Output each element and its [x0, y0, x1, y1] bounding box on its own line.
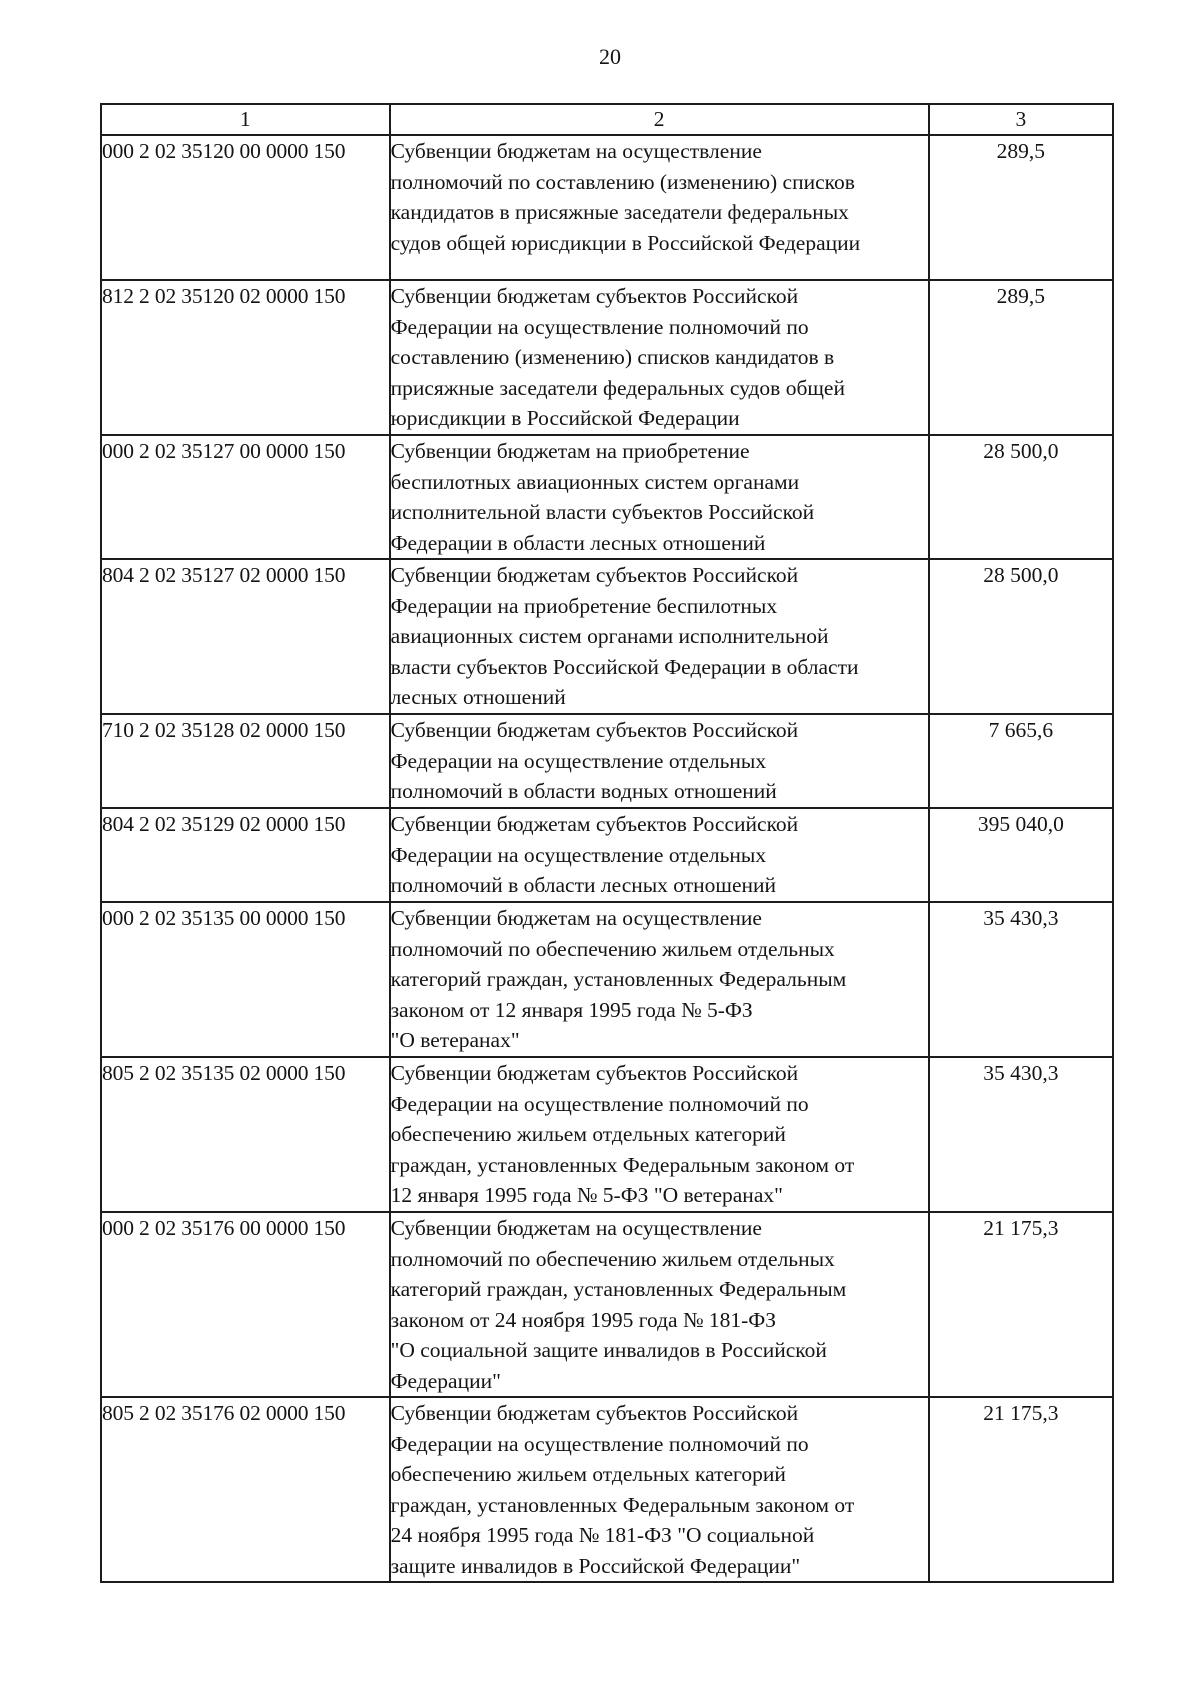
amount-cell: 289,5 [929, 280, 1113, 435]
table-row [101, 1212, 1113, 1397]
page-number: 20 [599, 44, 621, 69]
description-cell: Субвенции бюджетам субъектов Российской Федерации на осуществление отдельных полномочий в области лесных отношений [390, 808, 929, 902]
table-row [101, 1057, 1113, 1212]
description-cell: Субвенции бюджетам на осуществление полномочий по составлению (изменению) списков кандидатов в присяжные заседатели федеральных судов общей юрисдикции в Российской Федерации [390, 135, 929, 280]
budget-code-cell: 000 2 02 35127 00 0000 150 [101, 435, 390, 559]
table-row [101, 280, 1113, 435]
description-cell: Субвенции бюджетам субъектов Российской Федерации на осуществление полномочий по обеспечению жильем отдельных категорий граждан, установленных Федеральным законом от 24 ноября 1995 года № 181-ФЗ "О социальной защите инвалидов в Российской Федерации" [390, 1397, 929, 1582]
column-header-name: 2 [390, 104, 929, 135]
amount-cell: 35 430,3 [929, 902, 1113, 1057]
amount-cell: 289,5 [929, 135, 1113, 280]
table-row [101, 1397, 1113, 1582]
column-header-code: 1 [101, 104, 390, 135]
budget-table [100, 103, 1114, 1583]
table-row [101, 714, 1113, 808]
budget-code-cell: 000 2 02 35120 00 0000 150 [101, 135, 390, 280]
table-row [101, 135, 1113, 280]
description-cell: Субвенции бюджетам на приобретение беспилотных авиационных систем органами исполнительной власти субъектов Российской Федерации в области лесных отношений [390, 435, 929, 559]
budget-code-cell: 804 2 02 35127 02 0000 150 [101, 559, 390, 714]
budget-code-cell: 804 2 02 35129 02 0000 150 [101, 808, 390, 902]
column-header-sum: 3 [929, 104, 1113, 135]
amount-cell: 21 175,3 [929, 1212, 1113, 1397]
budget-code-cell: 805 2 02 35176 02 0000 150 [101, 1397, 390, 1582]
amount-cell: 21 175,3 [929, 1397, 1113, 1582]
budget-code-cell: 000 2 02 35176 00 0000 150 [101, 1212, 390, 1397]
description-cell: Субвенции бюджетам субъектов Российской Федерации на приобретение беспилотных авиационных систем органами исполнительной власти субъектов Российской Федерации в области лесных отношений [390, 559, 929, 714]
description-cell: Субвенции бюджетам субъектов Российской Федерации на осуществление полномочий по составлению (изменению) списков кандидатов в присяжные заседатели федеральных судов общей юрисдикции в Российской Федерации [390, 280, 929, 435]
table-row [101, 808, 1113, 902]
amount-cell: 28 500,0 [929, 435, 1113, 559]
budget-code-cell: 710 2 02 35128 02 0000 150 [101, 714, 390, 808]
amount-cell: 395 040,0 [929, 808, 1113, 902]
budget-code-cell: 000 2 02 35135 00 0000 150 [101, 902, 390, 1057]
description-cell: Субвенции бюджетам субъектов Российской Федерации на осуществление отдельных полномочий в области водных отношений [390, 714, 929, 808]
table-header-row [101, 104, 1113, 135]
table-row [101, 559, 1113, 714]
table-row [101, 435, 1113, 559]
description-cell: Субвенции бюджетам на осуществление полномочий по обеспечению жильем отдельных категорий граждан, установленных Федеральным законом от 24 ноября 1995 года № 181-ФЗ "О социальной защите инвалидов в Российской Федерации" [390, 1212, 929, 1397]
description-cell: Субвенции бюджетам субъектов Российской Федерации на осуществление полномочий по обеспечению жильем отдельных категорий граждан, установленных Федеральным законом от 12 января 1995 года № 5-ФЗ "О ветеранах" [390, 1057, 929, 1212]
amount-cell: 28 500,0 [929, 559, 1113, 714]
amount-cell: 35 430,3 [929, 1057, 1113, 1212]
amount-cell: 7 665,6 [929, 714, 1113, 808]
budget-code-cell: 805 2 02 35135 02 0000 150 [101, 1057, 390, 1212]
description-cell: Субвенции бюджетам на осуществление полномочий по обеспечению жильем отдельных категорий граждан, установленных Федеральным законом от 12 января 1995 года № 5-ФЗ "О ветеранах" [390, 902, 929, 1057]
table-row [101, 902, 1113, 1057]
budget-code-cell: 812 2 02 35120 02 0000 150 [101, 280, 390, 435]
